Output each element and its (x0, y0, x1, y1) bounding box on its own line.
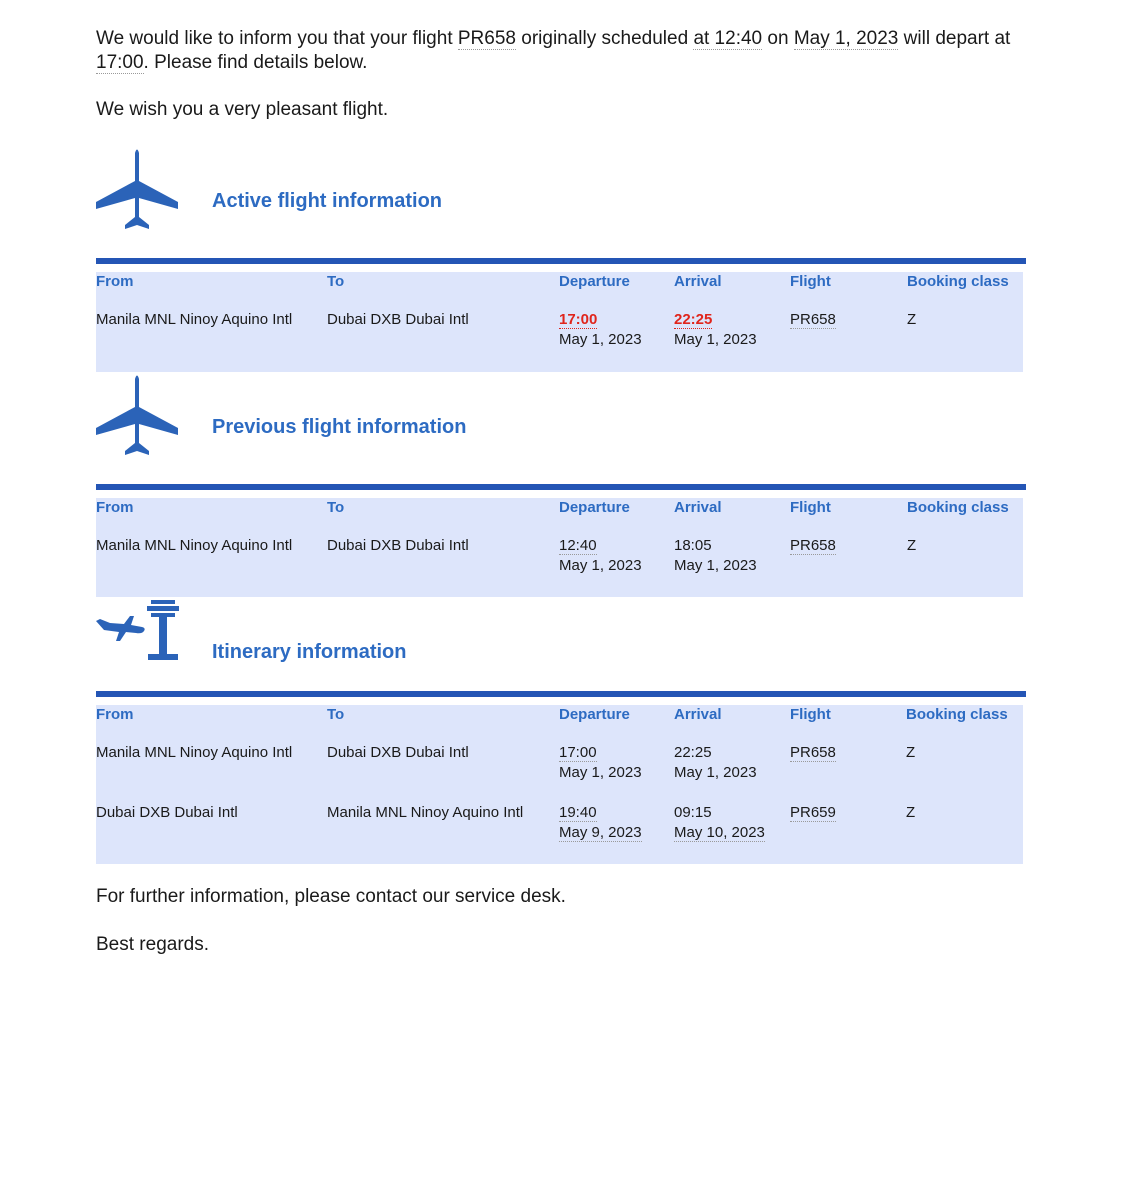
active-section-title: Active flight information (212, 190, 442, 212)
cell-arrival (674, 743, 757, 783)
col-departure: Departure (559, 499, 630, 516)
original-date-link[interactable]: May 1, 2023 (793, 28, 899, 49)
cell-departure (559, 310, 642, 350)
arrival-date: May 1, 2023 (674, 331, 757, 348)
flight-number-link[interactable]: PR658 (457, 28, 516, 49)
col-booking-class: Booking class (907, 499, 1009, 516)
departure-date: May 1, 2023 (559, 331, 642, 348)
departure-date: May 1, 2023 (559, 557, 642, 574)
flight-number[interactable]: PR658 (790, 311, 836, 328)
previous-section-title: Previous flight information (212, 416, 467, 438)
col-arrival: Arrival (674, 499, 722, 516)
cell-flight (790, 310, 836, 330)
flight-number[interactable]: PR659 (790, 804, 836, 821)
arrival-date: May 1, 2023 (674, 557, 757, 574)
itinerary-section-title: Itinerary information (212, 641, 407, 663)
cell-booking-class: Z (906, 804, 916, 821)
arrival-date[interactable]: May 10, 2023 (674, 824, 765, 841)
col-flight: Flight (790, 706, 831, 723)
cell-booking-class: Z (907, 537, 917, 554)
cell-to: Dubai DXB Dubai Intl (327, 537, 469, 554)
col-to: To (327, 706, 345, 723)
cell-from: Manila MNL Ninoy Aquino Intl (96, 537, 293, 554)
previous-flight-table (96, 498, 1023, 597)
active-flight-table (96, 272, 1023, 372)
cell-arrival (674, 536, 757, 576)
new-time-link[interactable]: 17:00 (96, 52, 144, 73)
flight-number[interactable]: PR658 (790, 744, 836, 761)
departure-time[interactable]: 19:40 (559, 804, 597, 821)
intro-text: originally scheduled (515, 28, 694, 49)
col-departure: Departure (559, 273, 630, 290)
intro-text: . Please find details below. (143, 52, 368, 73)
departure-time[interactable]: 17:00 (559, 311, 598, 328)
section-divider (96, 258, 1026, 264)
departure-time[interactable]: 17:00 (559, 744, 597, 761)
col-to: To (327, 499, 345, 516)
arrival-time: 18:05 (674, 537, 712, 554)
cell-departure (559, 536, 642, 576)
cell-from: Manila MNL Ninoy Aquino Intl (96, 311, 293, 328)
cell-departure (559, 803, 642, 843)
flight-number[interactable]: PR658 (790, 537, 836, 554)
col-flight: Flight (790, 499, 831, 516)
intro-line-2 (96, 51, 367, 75)
col-from: From (96, 499, 134, 516)
plane-departure-tower-icon (96, 597, 186, 668)
cell-to: Dubai DXB Dubai Intl (327, 744, 469, 761)
col-arrival: Arrival (674, 273, 722, 290)
intro-line-1 (96, 27, 1010, 51)
cell-arrival (674, 803, 765, 843)
col-arrival: Arrival (674, 706, 722, 723)
cell-departure (559, 743, 642, 783)
intro-text: will depart at (898, 28, 1011, 49)
arrival-time: 22:25 (674, 744, 712, 761)
intro-text: on (762, 28, 794, 49)
section-divider (96, 484, 1026, 490)
col-flight: Flight (790, 273, 831, 290)
col-departure: Departure (559, 706, 630, 723)
cell-booking-class: Z (907, 311, 917, 328)
airplane-icon (96, 145, 180, 236)
cell-flight (790, 536, 836, 556)
cell-to: Dubai DXB Dubai Intl (327, 311, 469, 328)
contact-text: For further information, please contact our service desk. (96, 886, 566, 907)
col-booking-class: Booking class (907, 273, 1009, 290)
cell-flight (790, 803, 836, 823)
col-from: From (96, 706, 134, 723)
arrival-time: 09:15 (674, 804, 712, 821)
wish-text: We wish you a very pleasant flight. (96, 99, 389, 120)
col-to: To (327, 273, 345, 290)
regards-text: Best regards. (96, 934, 209, 955)
airplane-icon (96, 371, 180, 462)
departure-date: May 1, 2023 (559, 764, 642, 781)
arrival-time[interactable]: 22:25 (674, 311, 713, 328)
cell-arrival (674, 310, 757, 350)
intro-text: We would like to inform you that your flight (96, 28, 458, 49)
departure-date[interactable]: May 9, 2023 (559, 824, 642, 841)
departure-time[interactable]: 12:40 (559, 537, 597, 554)
section-divider (96, 691, 1026, 697)
cell-booking-class: Z (906, 744, 916, 761)
arrival-date: May 1, 2023 (674, 764, 757, 781)
cell-to: Manila MNL Ninoy Aquino Intl (327, 804, 524, 821)
cell-from: Dubai DXB Dubai Intl (96, 804, 238, 821)
col-booking-class: Booking class (906, 706, 1008, 723)
cell-flight (790, 743, 836, 763)
cell-from: Manila MNL Ninoy Aquino Intl (96, 744, 293, 761)
col-from: From (96, 273, 134, 290)
original-time-link[interactable]: at 12:40 (693, 28, 763, 49)
itinerary-table (96, 705, 1023, 864)
